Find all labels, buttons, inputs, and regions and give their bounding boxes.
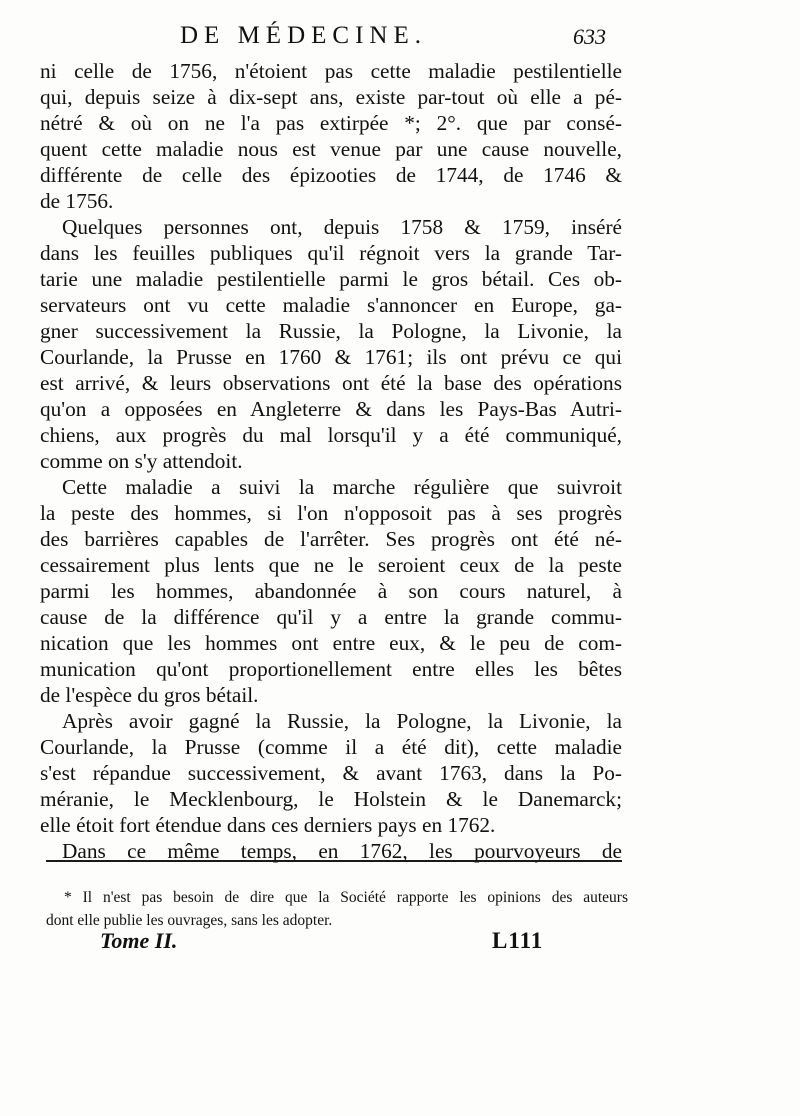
footnote-rule xyxy=(46,860,622,862)
footnote xyxy=(46,886,628,932)
text-line: comme on s'y attendoit. xyxy=(40,449,243,473)
text-line: Cette maladie a suivi la marche régulière que suivroit xyxy=(62,475,622,499)
footnote-line: dont elle publie les ouvrages, sans les adopter. xyxy=(46,912,333,929)
text-line: de 1756. xyxy=(40,189,114,213)
page-number: 633 xyxy=(573,24,606,49)
text-line: qui, depuis seize à dix-sept ans, existe par-tout où elle a pé- xyxy=(40,85,622,109)
text-line: tarie une maladie pestilentielle parmi le gros bétail. Ces ob- xyxy=(40,267,622,291)
text-line: Courlande, la Prusse (comme il a été dit), cette maladie xyxy=(40,735,622,759)
text-line: nétré & où on ne l'a pas extirpée *; 2°. que par consé- xyxy=(40,111,622,135)
text-line: ni celle de 1756, n'étoient pas cette maladie pestilentielle xyxy=(40,59,622,83)
text-line: cessairement plus lents que ne le seroient ceux de la peste xyxy=(40,553,622,577)
text-line: des barrières capables de l'arrêter. Ses progrès ont été né- xyxy=(40,527,622,551)
volume-label: Tome II. xyxy=(100,928,178,953)
text-line: Dans ce même temps, en 1762, les pourvoyeurs de xyxy=(62,839,622,863)
paragraph xyxy=(40,708,622,838)
text-line: cause de la différence qu'il y a entre la grande commu- xyxy=(40,605,622,629)
running-head: DE MÉDECINE. xyxy=(180,22,427,49)
paragraph xyxy=(40,58,622,214)
paragraph xyxy=(40,214,622,474)
text-line: gner successivement la Russie, la Pologne, la Livonie, la xyxy=(40,319,622,343)
text-line: Courlande, la Prusse en 1760 & 1761; ils ont prévu ce qui xyxy=(40,345,622,369)
text-line: parmi les hommes, abandonnée à son cours naturel, à xyxy=(40,579,622,603)
text-line: chiens, aux progrès du mal lorsqu'il y a été communiqué, xyxy=(40,423,622,447)
text-line: Après avoir gagné la Russie, la Pologne, la Livonie, la xyxy=(62,709,622,733)
text-line: est arrivé, & leurs observations ont été la base des opérations xyxy=(40,371,622,395)
signature-mark: L111 xyxy=(492,928,544,953)
paragraph xyxy=(40,474,622,708)
text-line: Quelques personnes ont, depuis 1758 & 1759, inséré xyxy=(62,215,622,239)
text-line: de l'espèce du gros bétail. xyxy=(40,683,259,707)
text-line: dans les feuilles publiques qu'il régnoit vers la grande Tar- xyxy=(40,241,622,265)
body-text xyxy=(40,58,622,864)
text-line: méranie, le Mecklenbourg, le Holstein & le Danemarck; xyxy=(40,787,622,811)
text-line: servateurs ont vu cette maladie s'annoncer en Europe, ga- xyxy=(40,293,622,317)
text-line: munication qu'ont proportionellement entre elles les bêtes xyxy=(40,657,622,681)
text-line: quent cette maladie nous est venue par une cause nouvelle, xyxy=(40,137,622,161)
footnote-line: * Il n'est pas besoin de dire que la Société rapporte les opinions des auteurs xyxy=(64,889,628,906)
text-line: différente de celle des épizooties de 1744, de 1746 & xyxy=(40,163,622,187)
text-line: s'est répandue successivement, & avant 1763, dans la Po- xyxy=(40,761,622,785)
text-line: qu'on a opposées en Angleterre & dans les Pays-Bas Autri- xyxy=(40,397,622,421)
text-line: elle étoit fort étendue dans ces derniers pays en 1762. xyxy=(40,813,496,837)
text-line: la peste des hommes, si l'on n'opposoit pas à ses progrès xyxy=(40,501,622,525)
text-line: nication que les hommes ont entre eux, & le peu de com- xyxy=(40,631,622,655)
